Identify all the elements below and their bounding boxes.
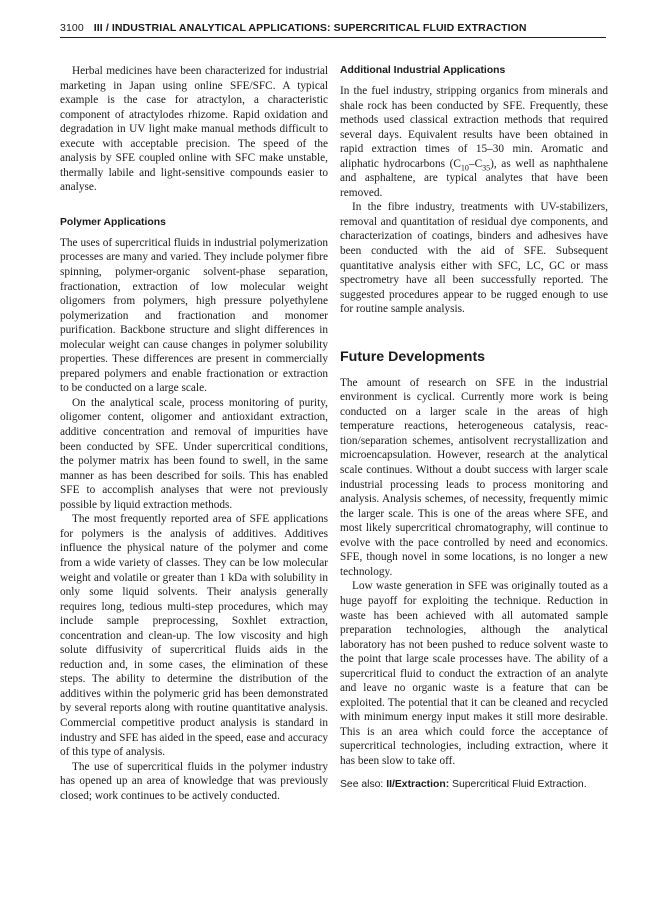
running-title: III / INDUSTRIAL ANALYTICAL APPLICATIONS: SUPERCRITICAL FLUID EXTRACTION — [93, 22, 527, 34]
left-column — [60, 64, 328, 803]
see-also-line — [340, 778, 608, 791]
see-also-link[interactable]: II/Extraction: — [386, 778, 450, 790]
right-column — [340, 64, 608, 791]
paragraph-fuel-industry — [340, 84, 608, 200]
paragraph-fibre-industry: In the fibre industry, treatments with UV-stabilizers, removal and quantitation of residual dye components, and characterization of coatings, binders and adhesives have been conducted with the aid of SFE. Subsequent quantitative analysis either with SFC, LC, GC or mass spectrometry have all been successfully reported. The suggested procedures appear to be rugged enough to use for routine sample analysis. — [340, 201, 608, 316]
additional-applications-heading: Additional Industrial Applications — [340, 65, 506, 76]
paragraph-polymer-uses: The uses of supercritical fluids in industrial polymerization processes are many and varied. They include polymer fibre spinning, polymer-organic solvent-phase separation, fractionation, extraction of low molecular weight oligomers from polymers, high pressure polyethylene polymerization and fractionation and monomer purification. Backbone structure and slight differences in molecular weight can cause changes in polymer solubility properties. These differences are present in commercially prepared polymers and enable fractionation or extraction to be conducted on a large scale. — [60, 236, 328, 395]
paragraph-herbal-medicines: Herbal medicines have been characterized for industrial marketing in Japan using online SFE/SFC. A typical example is the case for atractylon, a characteristic component of atractylodes rhizome. Rapid oxidation and degradation in UV light make manual methods difficult to execute with acceptable precision. The speed of the analysis by SFE coupled online with SFC make unstable, thermally labile and light-sensitive compounds easier to analyse. — [60, 65, 328, 194]
paragraph-additives: The most frequently reported area of SFE applications for polymers is the analysis of additives. Additives influence the physical nature of the polymer and come from a wide variety of classes. They can be low molecular weight and volatile or greater than 1 kDa with solubility in only some liquid solvents. Their analysis generally requires long, tedious multi-step procedures, which may include sample preprocessing, Soxhlet extraction, concentration and clean-up. The low viscosity and high solute diffusivity of supercritical fluids aids in the reduction and, in some cases, the elimination of these steps. The ability to determine the distribution of the additives within the polymeric grid has been demonstrated by several reports along with routine quantitative analysis. Commercial competitive product analysis is standard in industry and SFE has aided in the speed, ease and accuracy of this type of analysis. — [60, 513, 328, 759]
running-header — [60, 22, 606, 38]
fuel-text-part-1: In the fuel industry, stripping organics from minerals and shale rock has been conducted by SFE. Frequently, these methods used classical extraction methods that required several days. Equivalent results have been obtained in rapid extraction times of 15–30 min. Aromatic and aliphatic hydrocarbons (C — [340, 85, 608, 170]
paragraph-analytical-scale: On the analytical scale, process monitoring of purity, oligomer content, oligomer and antioxidant extraction, additive concentration and removal of impurities have been conducted by SFE. Under supercritical conditions, the polymer matrix has been found to swell, in the same manner as has been described for soils. This has enabled SFE to accomplish analyses that were not previously possible by liquid extraction methods. — [60, 396, 328, 511]
see-also-label: See also: — [340, 778, 384, 790]
page-number: 3100 — [60, 22, 84, 34]
subscript-35: 35 — [482, 162, 491, 172]
dash-c: –C — [468, 157, 483, 170]
polymer-applications-heading: Polymer Applications — [60, 216, 166, 228]
subscript-10: 10 — [460, 162, 469, 172]
paragraph-research-cyclical: The amount of research on SFE in the industrial environment is cyclical. Currently more work is being conducted on a larger scale in the areas of high temperature reactions, heterogeneous catalysis, reaction/separation schemes, antisolvent recrystallization and microencapsulation. However, research at the analytical scale continues. Without a doubt success with larger scale industrial processing leads to process monitoring and analysis. Analysis schemes, of necessity, frequently mimic the larger scale. This is one of the areas where SFE, and most likely supercritical chromatography, will continue to evolve with the pace controlled by need and economics. SFE, though novel in some locations, is no longer a new technology. — [340, 376, 608, 578]
future-developments-heading: Future Developments — [340, 348, 486, 365]
see-also-text: Supercritical Fluid Extraction. — [452, 778, 587, 790]
paragraph-low-waste: Low waste generation in SFE was originally touted as a huge payoff for exploiting the technique. Reduction in waste has been achieved with all automated sample preparation technologies, although the analytical laboratory has not been pushed to reduce solvent waste to the point that large scale processes have. The ability of a supercritical fluid to conduct the extraction of an analyte and leave no organic waste is a feature that can be exploited. The potential that it can be cleaned and recycled with minimum energy input makes it still more desirable. This is an area which could force the acceptance of supercritical technologies, including extraction, where it has been slow to take off. — [340, 580, 608, 767]
paragraph-polymer-industry: The use of supercritical fluids in the polymer industry has opened up an area of knowledge that was previously closed; work continues to be actively conducted. — [60, 760, 328, 802]
fuel-text-part-2: ), as well as naphthalene and asphaltene, are typical analytes that have been removed. — [340, 157, 609, 199]
